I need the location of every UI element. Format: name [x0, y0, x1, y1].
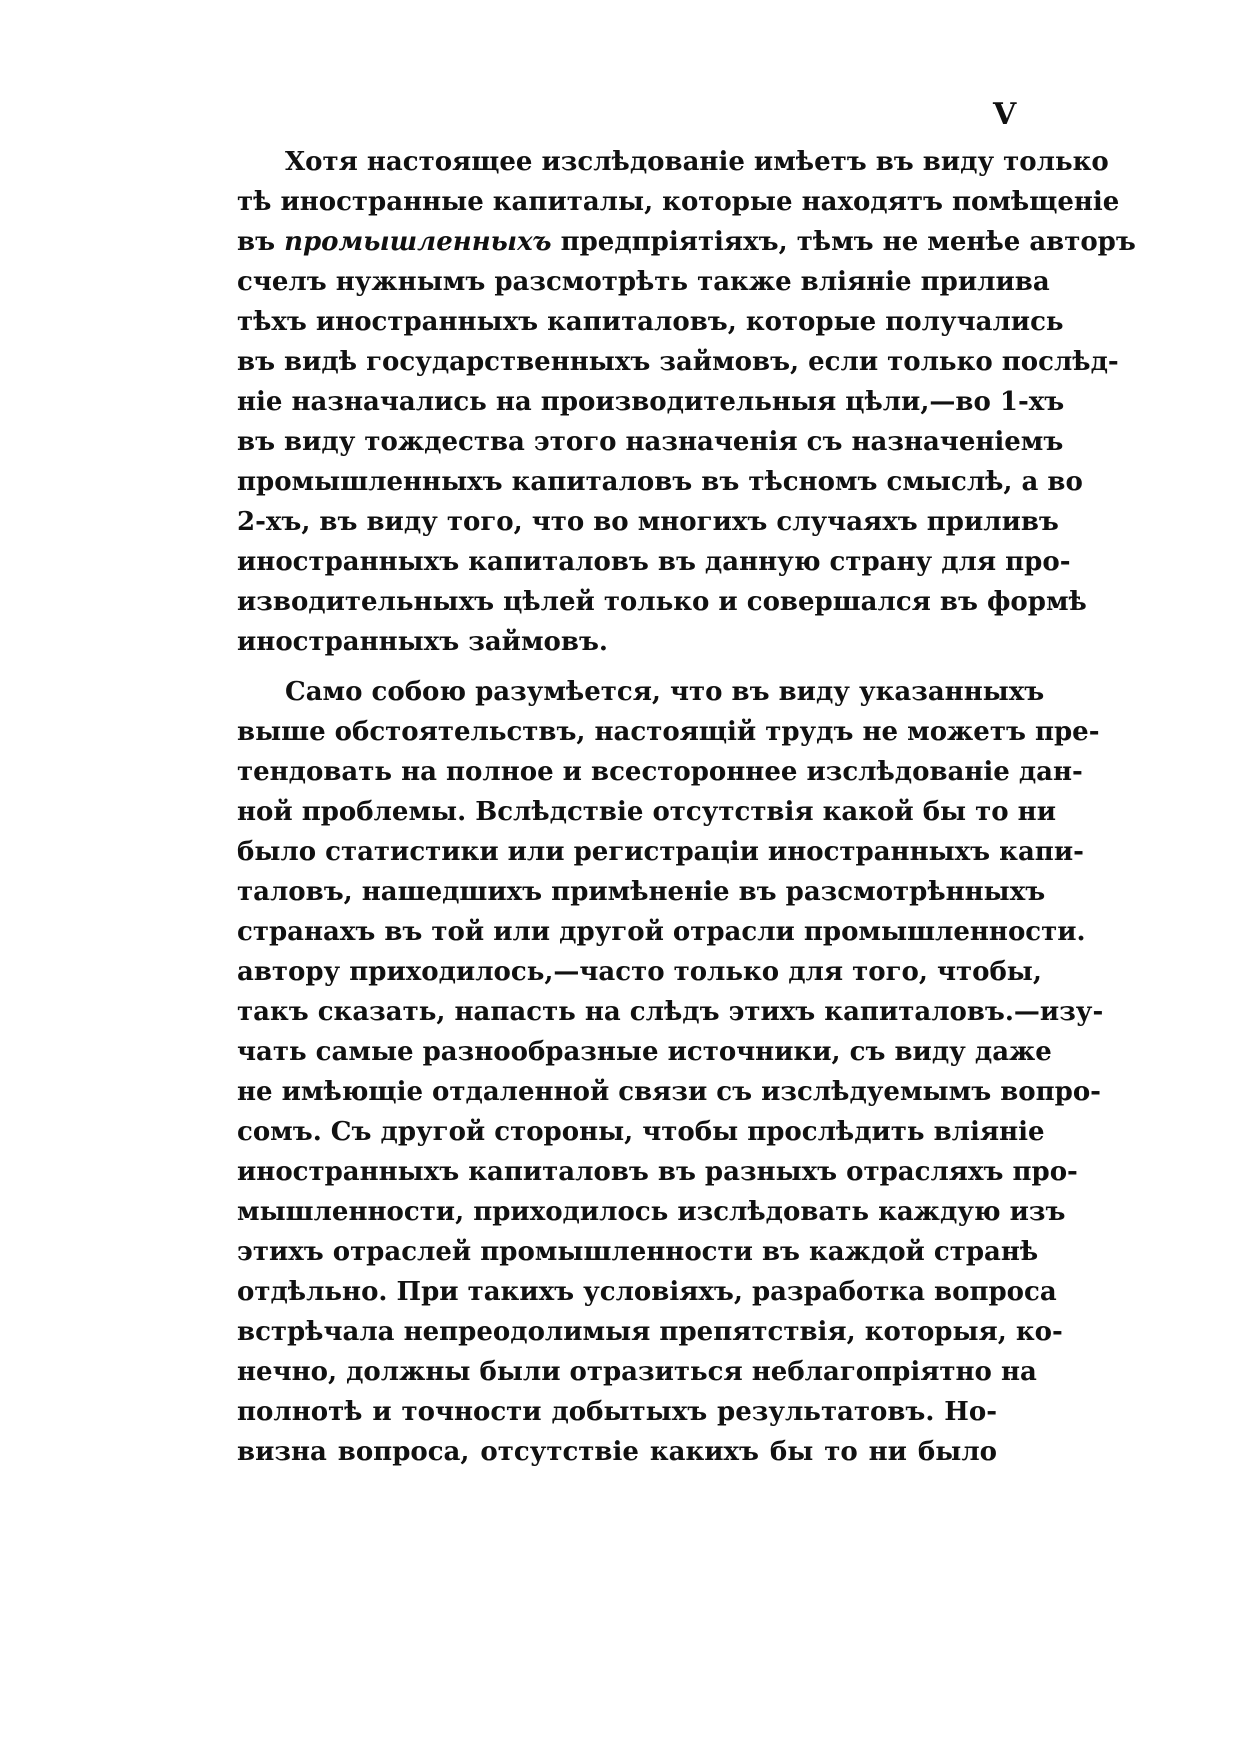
text-line: ной проблемы. Вслѣдствіе отсутствія какой бы то ни — [237, 797, 1056, 827]
text-line: этихъ отраслей промышленности въ каждой странѣ — [237, 1237, 1039, 1267]
text-line: тѣ иностранные капиталы, которые находятъ помѣщеніе — [237, 187, 1120, 217]
text-line: выше обстоятельствъ, настоящій трудъ не можетъ пре- — [237, 717, 1100, 747]
body-text — [237, 142, 1136, 1472]
text-line: тендовать на полное и всестороннее изслѣдованіе дан- — [237, 757, 1083, 787]
text-line: ніе назначались на производительныя цѣли,—во 1-хъ — [237, 387, 1065, 417]
text-line: 2-хъ, въ виду того, что во многихъ случаяхъ приливъ — [237, 507, 1059, 537]
text-line: иностранныхъ капиталовъ въ разныхъ отрасляхъ про- — [237, 1157, 1078, 1187]
text-line: отдѣльно. При такихъ условіяхъ, разработка вопроса — [237, 1277, 1057, 1307]
text-line: визна вопроса, отсутствіе какихъ бы то ни было — [237, 1437, 997, 1467]
text-line: не имѣющіе отдаленной связи съ изслѣдуемымъ вопро- — [237, 1077, 1101, 1107]
text-line: сомъ. Съ другой стороны, чтобы прослѣдить вліяніе — [237, 1117, 1045, 1147]
text-line: тѣхъ иностранныхъ капиталовъ, которые получались — [237, 307, 1064, 337]
text-line: Само собою разумѣется, что въ виду указанныхъ — [285, 677, 1045, 707]
text-line: странахъ въ той или другой отрасли промышленности. — [237, 917, 1086, 947]
paragraph-1 — [237, 142, 1136, 662]
text-line: было статистики или регистраціи иностранныхъ капи- — [237, 837, 1084, 867]
text-line: счелъ нужнымъ разсмотрѣть также вліяніе прилива — [237, 267, 1050, 297]
paragraph-2 — [237, 672, 1104, 1472]
text-line: въ видѣ государственныхъ займовъ, если только послѣд- — [237, 347, 1119, 377]
page-number: V — [993, 97, 1017, 132]
text-line: иностранныхъ капиталовъ въ данную страну для про- — [237, 547, 1071, 577]
text-line: въ виду тождества этого назначенія съ назначеніемъ — [237, 427, 1064, 457]
text-line: полнотѣ и точности добытыхъ результатовъ. Но- — [237, 1397, 997, 1427]
text-line: въ промышленныхъ предпріятіяхъ, тѣмъ не менѣе авторъ — [237, 227, 1136, 257]
text-line: Хотя настоящее изслѣдованіе имѣетъ въ виду только — [285, 147, 1109, 177]
text-line: иностранныхъ займовъ. — [237, 627, 608, 657]
text-line: такъ сказать, напасть на слѣдъ этихъ капиталовъ.—изу- — [237, 997, 1104, 1027]
text-line: промышленныхъ капиталовъ въ тѣсномъ смыслѣ, а во — [237, 467, 1083, 497]
text-line: нечно, должны были отразиться неблагопріятно на — [237, 1357, 1037, 1387]
text-line: изводительныхъ цѣлей только и совершался въ формѣ — [237, 587, 1087, 617]
text-line: встрѣчала непреодолимыя препятствія, которыя, ко- — [237, 1317, 1063, 1347]
italic-emphasis: промышленныхъ — [284, 227, 552, 257]
text-line: мышленности, приходилось изслѣдовать каждую изъ — [237, 1197, 1066, 1227]
text-line: чать самые разнообразные источники, съ виду даже — [237, 1037, 1052, 1067]
text-line: таловъ, нашедшихъ примѣненіе въ разсмотрѣнныхъ — [237, 877, 1046, 907]
text-line: автору приходилось,—часто только для того, чтобы, — [237, 957, 1042, 987]
